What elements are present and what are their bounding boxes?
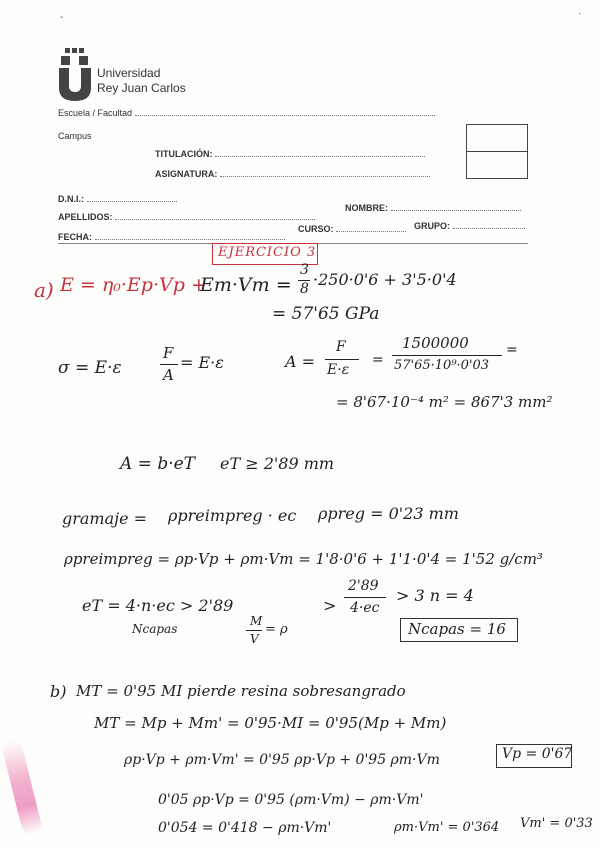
a8-frac-bar — [344, 597, 386, 598]
curso-field — [298, 223, 406, 234]
part-b-label: b) — [50, 682, 67, 701]
a8-rhs: > 3 n = 4 — [396, 586, 474, 605]
a8-ncapas-note: Ncapas — [132, 622, 178, 636]
a1-mid: Em·Vm = — [200, 274, 292, 296]
fecha-label: FECHA: — [58, 232, 92, 242]
dni-field — [58, 193, 177, 204]
escuela-label: Escuela / Facultad — [58, 108, 133, 118]
dni-label: D.N.I.: — [58, 194, 84, 204]
b2-line: MT = Mp + Mm' = 0'95·MI = 0'95(Mp + Mm) — [94, 714, 447, 732]
campus-field — [58, 131, 92, 141]
a6-rho: ρpreimpreg · ec — [168, 506, 297, 525]
apellidos-line — [115, 211, 315, 220]
a3-frac2-bar — [325, 359, 359, 360]
campus-label: Campus — [58, 131, 92, 141]
a3-frac3-den: 57'65·10⁹·0'03 — [394, 358, 490, 373]
a4-result: = 8'67·10⁻⁴ m² = 867'3 mm² — [336, 393, 553, 411]
a1-rhs: ·250·0'6 + 3'5·0'4 — [313, 270, 457, 289]
grupo-field — [414, 220, 525, 231]
a8-lhs: eT = 4·n·ec > 2'89 — [82, 596, 234, 615]
university-name — [97, 66, 186, 96]
titulacion-field — [155, 148, 425, 159]
b5-mid: ρm·Vm' = 0'364 — [394, 820, 500, 835]
b3-line: ρp·Vp + ρm·Vm' = 0'95 ρp·Vp + 0'95 ρm·Vm — [124, 752, 440, 768]
a8-frac2-den: V — [250, 632, 259, 646]
a3-eq3: = — [506, 342, 518, 358]
a3-sigma: σ = E·ε — [58, 358, 122, 378]
dni-line — [87, 193, 177, 202]
a1-frac-num: 3 — [300, 262, 309, 278]
a6-rhs: ρpreg = 0'23 mm — [318, 504, 459, 523]
a1-lhs: E = η₀·Ep·Vp + — [60, 274, 207, 296]
a3-eq2: = — [372, 352, 384, 368]
asignatura-line — [220, 168, 430, 177]
a3-frac3-num: 1500000 — [402, 334, 469, 352]
nombre-field — [345, 202, 521, 213]
a8-frac-den: 4·ec — [350, 600, 380, 616]
asignatura-label: ASIGNATURA: — [155, 169, 218, 179]
a2-result: = 57'65 GPa — [272, 304, 380, 324]
b5-rhs: Vm' = 0'33 — [520, 816, 593, 831]
a3-frac-den: A — [163, 366, 174, 384]
a8-frac2-num: M — [250, 614, 263, 628]
b1-line: MT = 0'95 MI pierde resina sobresangrado — [76, 682, 406, 700]
highlighter-smudge — [1, 739, 43, 836]
fecha-line — [95, 231, 285, 240]
grupo-line — [453, 220, 525, 229]
university-line2: Rey Juan Carlos — [97, 81, 186, 95]
ncapas-result: Ncapas = 16 — [408, 620, 506, 638]
a5-area: A = b·eT — [120, 454, 196, 474]
asignatura-field — [155, 168, 430, 179]
university-line1: Universidad — [97, 66, 161, 80]
b4-line: 0'05 ρp·Vp = 0'95 (ρm·Vm) − ρm·Vm' — [158, 792, 424, 808]
vp-result: Vp = 0'67 — [502, 746, 573, 762]
a3-eq: = E·ε — [180, 353, 224, 372]
a3-frac3-bar — [392, 355, 502, 356]
a8-frac-num: 2'89 — [348, 578, 379, 594]
a7-density: ρpreimpreg = ρp·Vp + ρm·Vm = 1'8·0'6 + 1'1·0'4 = 1'52 g/cm³ — [64, 550, 543, 568]
university-logo-icon — [55, 48, 93, 102]
stray-mark: - — [60, 12, 64, 23]
a3-frac-num: F — [163, 344, 174, 362]
a5-et: eT ≥ 2'89 mm — [220, 454, 335, 473]
nombre-line — [391, 202, 521, 211]
grade-box — [466, 124, 528, 179]
a8-frac2-bar — [246, 630, 262, 631]
a8-gt: > — [323, 596, 337, 615]
a1-frac-den: 8 — [300, 281, 309, 297]
stray-mark: · — [578, 8, 582, 19]
nombre-label: NOMBRE: — [345, 203, 388, 213]
a3-frac2-den: E·ε — [327, 362, 350, 378]
titulacion-line — [215, 148, 425, 157]
escuela-field — [58, 107, 435, 118]
a3-frac-bar — [160, 364, 178, 365]
exercise-title: EJERCICIO 3 — [218, 245, 317, 260]
apellidos-label: APELLIDOS: — [58, 212, 113, 222]
curso-label: CURSO: — [298, 224, 334, 234]
a3-A: A = — [285, 352, 316, 371]
b5-lhs: 0'054 = 0'418 − ρm·Vm' — [158, 820, 332, 836]
grupo-label: GRUPO: — [414, 221, 450, 231]
a3-frac2-num: F — [336, 339, 346, 355]
a6-gramaje: gramaje = — [62, 509, 148, 528]
curso-line — [336, 223, 406, 232]
apellidos-field — [58, 211, 315, 222]
titulacion-label: TITULACIÓN: — [155, 149, 213, 159]
escuela-line — [135, 107, 435, 116]
a8-eq-rho: = ρ — [265, 622, 288, 637]
part-a-label: a) — [34, 278, 54, 302]
fecha-field — [58, 231, 285, 242]
